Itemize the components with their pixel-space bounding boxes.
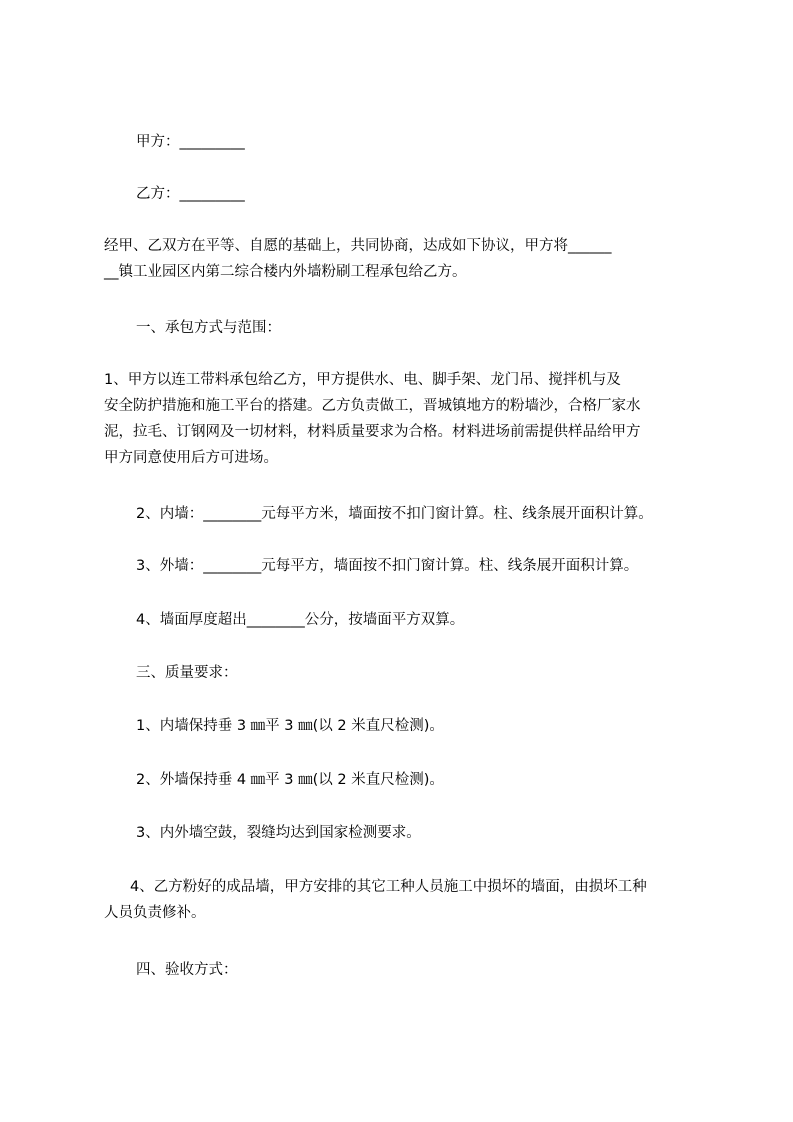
item-3-4-paragraph <box>104 874 730 926</box>
item-1-4: 4、墙面厚度超出________公分，按墙面平方双算。 <box>136 612 465 628</box>
item-1-1-paragraph <box>104 367 704 471</box>
item-1-3: 3、外墙：________元每平方，墙面按不扣门窗计算。柱、线条展开面积计算。 <box>136 558 639 574</box>
item-1-1-line-3: 泥，拉毛、订钢网及一切材料，材料质量要求为合格。材料进场前需提供样品给甲方 <box>104 424 641 440</box>
intro-line-2: __镇工业园区内第二综合楼内外墙粉刷工程承包给乙方。 <box>104 264 467 280</box>
item-3-4-line-2: 人员负责修补。 <box>104 905 206 921</box>
section-1-title: 一、承包方式与范围： <box>136 320 281 336</box>
intro-line-1: 经甲、乙双方在平等、自愿的基础上，共同协商，达成如下协议，甲方将______ <box>104 238 612 254</box>
party-a-line: 甲方：_________ <box>136 134 245 150</box>
section-3-title: 三、质量要求： <box>136 665 238 681</box>
item-1-1-line-4: 甲方同意使用后方可进场。 <box>104 450 278 466</box>
item-3-4-line-1: 4、乙方粉好的成品墙，甲方安排的其它工种人员施工中损坏的墙面，由损坏工种 <box>130 879 647 895</box>
item-3-1: 1、内墙保持垂 3 ㎜平 3 ㎜(以 2 米直尺检测)。 <box>136 718 444 734</box>
section-4-title: 四、验收方式： <box>136 962 238 978</box>
item-1-1-line-1: 1、甲方以连工带料承包给乙方，甲方提供水、电、脚手架、龙门吊、搅拌机与及 <box>104 372 621 388</box>
item-3-2: 2、外墙保持垂 4 ㎜平 3 ㎜(以 2 米直尺检测)。 <box>136 772 444 788</box>
party-b-line: 乙方：_________ <box>136 186 245 202</box>
item-3-3: 3、内外墙空鼓，裂缝均达到国家检测要求。 <box>136 825 421 841</box>
intro-paragraph <box>104 233 704 285</box>
item-1-2: 2、内墙：________元每平方米，墙面按不扣门窗计算。柱、线条展开面积计算。 <box>136 506 653 522</box>
item-1-1-line-2: 安全防护措施和施工平台的搭建。乙方负责做工，晋城镇地方的粉墙沙，合格厂家水 <box>104 398 641 414</box>
